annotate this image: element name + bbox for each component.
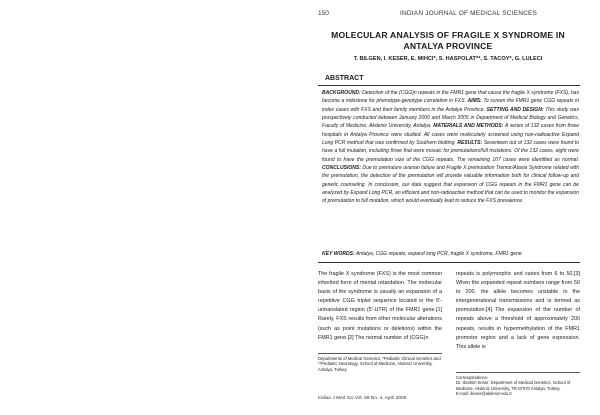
- abstract-bottom-rule: [318, 262, 580, 263]
- setting-label: SETTING AND DESIGN:: [486, 106, 544, 113]
- journal-footer: Indian J Med Sci Vol. 59 No. 4, April 2005: [318, 396, 407, 401]
- correspondence-heading: Correspondence:: [456, 375, 489, 380]
- results-text: Seventeen out of 132 cases were found to have a full mutation, including three that were mosaic for premutations/full mutations. Of the 132 cases, eight were found to have the premutation size of the CGG repeats. The remaining 107 cases were identified as normal.: [322, 140, 580, 163]
- setting-text: This study was prospectively conducted between January 2000 and March 2005 in Department of Medical Biology and Genetics, Faculty of Medicine, Akdeniz University, Antalya.: [322, 106, 580, 130]
- background-label: BACKGROUND:: [322, 90, 361, 96]
- keywords: [322, 251, 579, 257]
- abstract-body: [322, 89, 579, 206]
- methods-text: A series of 132 cases from three hospitals in Antalya Province were studied. All cases were molecularly screened using non-radioactive Expand Long PCR method that was confirmed by Southern blotting.: [322, 123, 580, 147]
- affiliations: Departments of Medical Genetics, *Pediatric Clinical Genetics and **Pediatric Neurology, School of Medicine, Akdeniz University, Antalya, Turkey: [318, 356, 441, 372]
- article-title: MOLECULAR ANALYSIS OF FRAGILE X SYNDROME IN ANTALYA PROVINCE: [331, 30, 565, 51]
- conclusions-label: CONCLUSIONS:: [322, 165, 361, 172]
- methods-label: MATERIALS AND METHODS:: [433, 123, 504, 130]
- page-number: 150: [318, 10, 329, 17]
- background-text: Detection of the (CGG)n repeats in the FMR1 gene that cause the fragile X syndrome (FXS), has become a milestone for phenotype-genotype correlation in FXS.: [322, 90, 580, 105]
- body-column-right: repeats is polymorphic and varies from 6 to 50.[3] When the expanded repeat numbers range from 50 to 200, the allele becomes unstable in the intergenerational transmissions and is termed as premutation.[4] The expansion of the number of repeats above a threshold of approximately 200 repeats, results in hypermethylation of the FMR1 promotor region and a lack of gene expression. This allele is: [456, 271, 580, 350]
- body-column-left: The fragile X syndrome (FXS) is the most common inherited form of mental retardation. The molecular basis of the syndrome is usually an expansion of a repetitive CGG triplet sequence located in the 5'-untranslated region (5'-UTR) of the FMR1 gene.[1] Rarely, FXS results from other molecular alterations (such as point mutations or deletions) within the FMR1 gene.[2] The normal number of (CGG)n: [318, 271, 442, 341]
- correspondence-email: E-mail: ikeser@akdeniz.edu.tr: [456, 391, 512, 397]
- correspondence-address: Dr. Ibrahim Keser, Department of Medical Genetics, School of Medicine, Akdeniz University, TR-07070 Antalya, Turkey.: [456, 380, 571, 391]
- author-list: T. BILGEN, I. KESER, E. MIHCI*, S. HASPOLAT**, S. TACOY*, G. LULECI: [353, 56, 543, 62]
- correspondence-rule: [456, 372, 580, 373]
- keywords-label: KEY WORDS:: [322, 251, 355, 257]
- abstract-top-rule: [318, 85, 580, 86]
- journal-name: INDIAN JOURNAL OF MEDICAL SCIENCES: [400, 10, 538, 17]
- abstract-heading: ABSTRACT: [325, 75, 364, 82]
- correspondence-block: [456, 375, 580, 397]
- results-label: RESULTS:: [457, 140, 483, 147]
- aims-label: AIMS:: [467, 98, 482, 105]
- aims-text: To screen the FMR1 gene CGG repeats in index cases with FXS and their family members in the Antalya Province.: [322, 98, 580, 113]
- keywords-text: Antalya, CGG repeats, expand long PCR, fragile X syndrome, FMR1 gene: [355, 251, 522, 257]
- conclusions-text: Due to premature ovarian failure and Fragile X premutation Tremor/Ataxia Syndrome related with the premutation, the detection of the premutation will provide valuable information both for clinical follow-up and genetic counseling. In conclusion, our data suggest that expansion of CGG repeats in the FMR1 gene can be analyzed by Expand Long PCR, an efficient and non-radioactive method that can be used to monitor the expansion of premutation to full mutation, which would eventually lead to reduce the FXS prevalence.: [322, 165, 579, 205]
- affiliation-rule: [318, 353, 442, 354]
